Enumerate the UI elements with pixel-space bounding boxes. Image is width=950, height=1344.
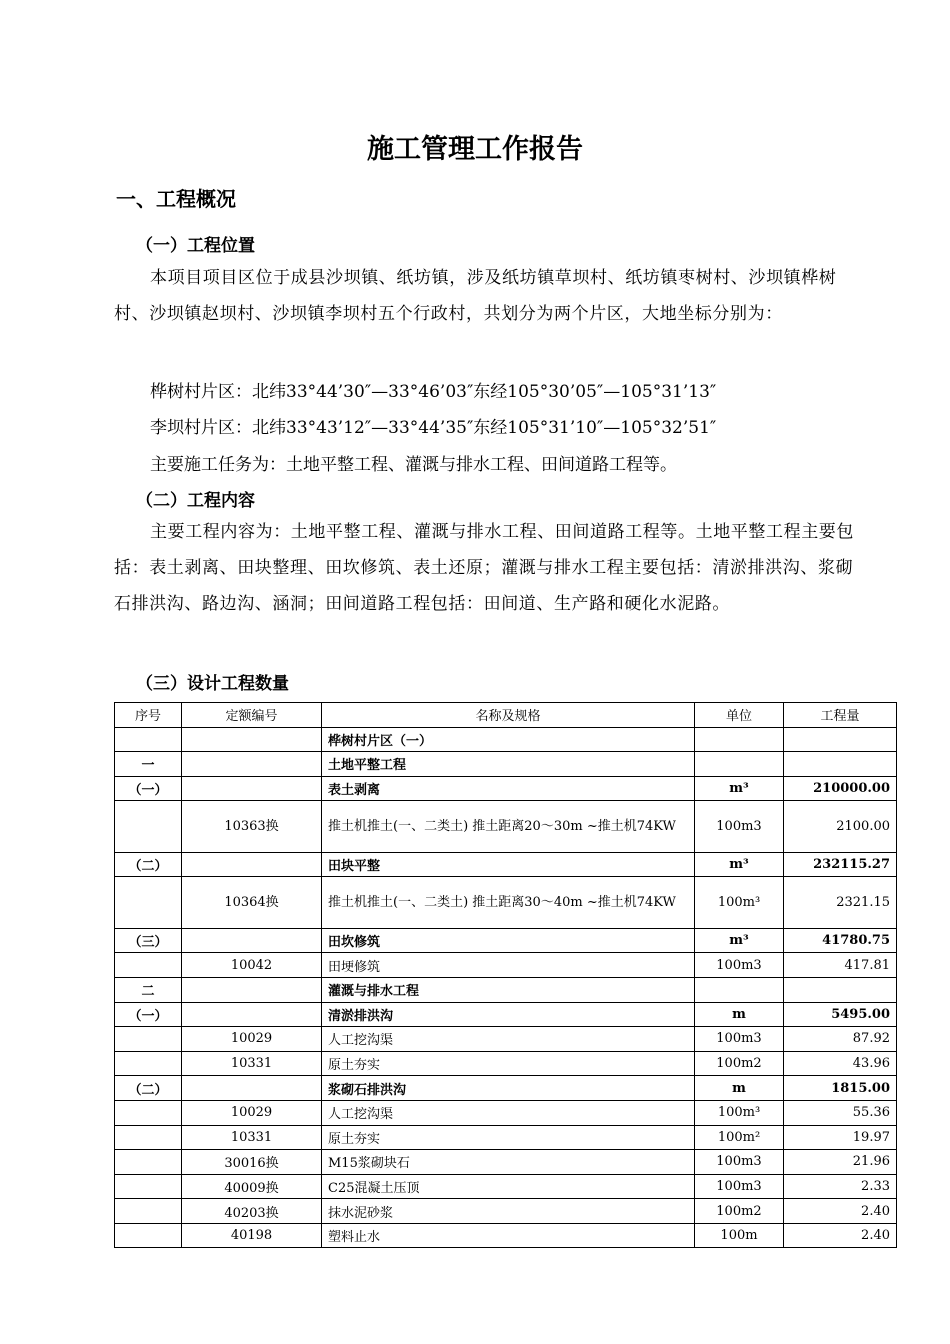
cell-unit: 100m [695,1223,784,1248]
cell-index [115,1199,182,1224]
cell-quantity: 43.96 [784,1051,897,1076]
cell-unit: 100m3 [695,1174,784,1199]
cell-quantity: 21.96 [784,1150,897,1175]
cell-name: M15浆砌块石 [322,1150,695,1175]
table-header-row [115,703,897,728]
cell-unit: m [695,1002,784,1027]
cell-name: 表土剥离 [322,776,695,801]
cell-name: 田埂修筑 [322,953,695,978]
cell-quantity: 41780.75 [784,928,897,953]
table-row [115,1199,897,1224]
cell-code: 40198 [182,1223,322,1248]
cell-name: 田块平整 [322,852,695,877]
cell-code [182,852,322,877]
cell-quantity: 55.36 [784,1100,897,1125]
cell-quantity: 417.81 [784,953,897,978]
cell-name: 原土夯实 [322,1051,695,1076]
cell-quantity: 1815.00 [784,1076,897,1101]
cell-code [182,1076,322,1101]
cell-name: 浆砌石排洪沟 [322,1076,695,1101]
cell-name: 桦树村片区（一） [322,727,695,752]
cell-name: 推土机推土(一、二类土) 推土距离30～40m ~推土机74KW [322,877,695,928]
quantity-table [114,702,897,1248]
cell-quantity: 232115.27 [784,852,897,877]
cell-unit: m³ [695,852,784,877]
table-row [115,1100,897,1125]
cell-unit [695,752,784,777]
table-row [115,1002,897,1027]
cell-quantity: 19.97 [784,1125,897,1150]
cell-unit: 100m3 [695,1027,784,1052]
cell-index [115,727,182,752]
table-row [115,727,897,752]
cell-quantity: 2321.15 [784,877,897,928]
cell-code: 10331 [182,1125,322,1150]
table-row [115,1125,897,1150]
cell-name: 人工挖沟渠 [322,1100,695,1125]
cell-unit: 100m2 [695,1051,784,1076]
cell-quantity: 2.40 [784,1223,897,1248]
cell-index [115,1051,182,1076]
table-row [115,852,897,877]
cell-code: 40203换 [182,1199,322,1224]
cell-index: （一） [115,776,182,801]
table-row [115,776,897,801]
coordinate-line-huashu: 桦树村片区：北纬33°44’30″—33°46’03″东经105°30’05″—105°31’13″ [150,382,717,402]
cell-quantity [784,977,897,1002]
cell-name: 土地平整工程 [322,752,695,777]
cell-unit: 100m3 [695,953,784,978]
cell-quantity: 2100.00 [784,801,897,852]
cell-name: 推土机推土(一、二类土) 推土距离20～30m ~推土机74KW [322,801,695,852]
cell-unit [695,727,784,752]
cell-unit: m³ [695,928,784,953]
cell-unit: m [695,1076,784,1101]
cell-code [182,752,322,777]
cell-name: 灌溉与排水工程 [322,977,695,1002]
cell-unit: 100m2 [695,1199,784,1224]
header-cell-code: 定额编号 [182,703,322,728]
table-row [115,977,897,1002]
header-cell-index: 序号 [115,703,182,728]
cell-code: 10363换 [182,801,322,852]
coordinate-line-liba: 李坝村片区：北纬33°43’12″—33°44’35″东经105°31’10″—105°32’51″ [150,418,717,438]
cell-code: 10364换 [182,877,322,928]
header-cell-unit: 单位 [695,703,784,728]
cell-code [182,928,322,953]
cell-code: 30016换 [182,1150,322,1175]
cell-unit: 100m3 [695,1150,784,1175]
content-paragraph: 主要工程内容为：土地平整工程、灌溉与排水工程、田间道路工程等。土地平整工程主要包括：表土剥离、田块整理、田坎修筑、表土还原；灌溉与排水工程主要包括：清淤排洪沟、浆砌石排洪沟、路边沟、涵洞；田间道路工程包括：田间道、生产路和硬化水泥路。 [114,522,854,614]
cell-index [115,1174,182,1199]
cell-index: （一） [115,1002,182,1027]
cell-code [182,776,322,801]
cell-unit: 100m³ [695,1100,784,1125]
cell-index: 二 [115,977,182,1002]
table-row [115,877,897,928]
subheading-location: （一）工程位置 [136,236,255,256]
cell-code: 40009换 [182,1174,322,1199]
subheading-content: （二）工程内容 [136,491,255,511]
table-row [115,1223,897,1248]
cell-index [115,877,182,928]
table-row [115,801,897,852]
cell-index: 一 [115,752,182,777]
cell-quantity: 2.33 [784,1174,897,1199]
cell-name: 清淤排洪沟 [322,1002,695,1027]
header-cell-quantity: 工程量 [784,703,897,728]
cell-index [115,801,182,852]
cell-index [115,1100,182,1125]
header-cell-name: 名称及规格 [322,703,695,728]
subheading-quantities: （三）设计工程数量 [136,674,289,694]
cell-name: 原土夯实 [322,1125,695,1150]
cell-index [115,1125,182,1150]
table-row [115,1150,897,1175]
cell-unit [695,977,784,1002]
cell-code: 10042 [182,953,322,978]
main-task-line: 主要施工任务为：土地平整工程、灌溉与排水工程、田间道路工程等。 [150,455,677,475]
cell-index [115,1027,182,1052]
cell-index: （二） [115,1076,182,1101]
cell-index: （二） [115,852,182,877]
cell-code: 10331 [182,1051,322,1076]
table-row [115,1051,897,1076]
cell-quantity [784,727,897,752]
cell-code: 10029 [182,1027,322,1052]
cell-unit: 100m3 [695,801,784,852]
table-row [115,752,897,777]
cell-index [115,1223,182,1248]
cell-name: 塑料止水 [322,1223,695,1248]
cell-index [115,1150,182,1175]
cell-unit: 100m³ [695,877,784,928]
cell-quantity [784,752,897,777]
cell-quantity: 2.40 [784,1199,897,1224]
table-row [115,1076,897,1101]
table-row [115,953,897,978]
cell-quantity: 87.92 [784,1027,897,1052]
cell-index [115,953,182,978]
cell-name: 抹水泥砂浆 [322,1199,695,1224]
cell-unit: m³ [695,776,784,801]
cell-name: 田坎修筑 [322,928,695,953]
table-row [115,1174,897,1199]
table-row [115,928,897,953]
section-heading-overview: 一、工程概况 [116,187,236,211]
location-paragraph: 本项目项目区位于成县沙坝镇、纸坊镇，涉及纸坊镇草坝村、纸坊镇枣树村、沙坝镇桦树村、沙坝镇赵坝村、沙坝镇李坝村五个行政村，共划分为两个片区，大地坐标分别为： [114,268,837,324]
cell-name: C25混凝土压顶 [322,1174,695,1199]
cell-code [182,1002,322,1027]
cell-index: （三） [115,928,182,953]
page-title: 施工管理工作报告 [367,134,583,165]
cell-quantity: 210000.00 [784,776,897,801]
cell-unit: 100m² [695,1125,784,1150]
cell-code: 10029 [182,1100,322,1125]
table-row [115,1027,897,1052]
cell-code [182,977,322,1002]
cell-code [182,727,322,752]
cell-name: 人工挖沟渠 [322,1027,695,1052]
cell-quantity: 5495.00 [784,1002,897,1027]
